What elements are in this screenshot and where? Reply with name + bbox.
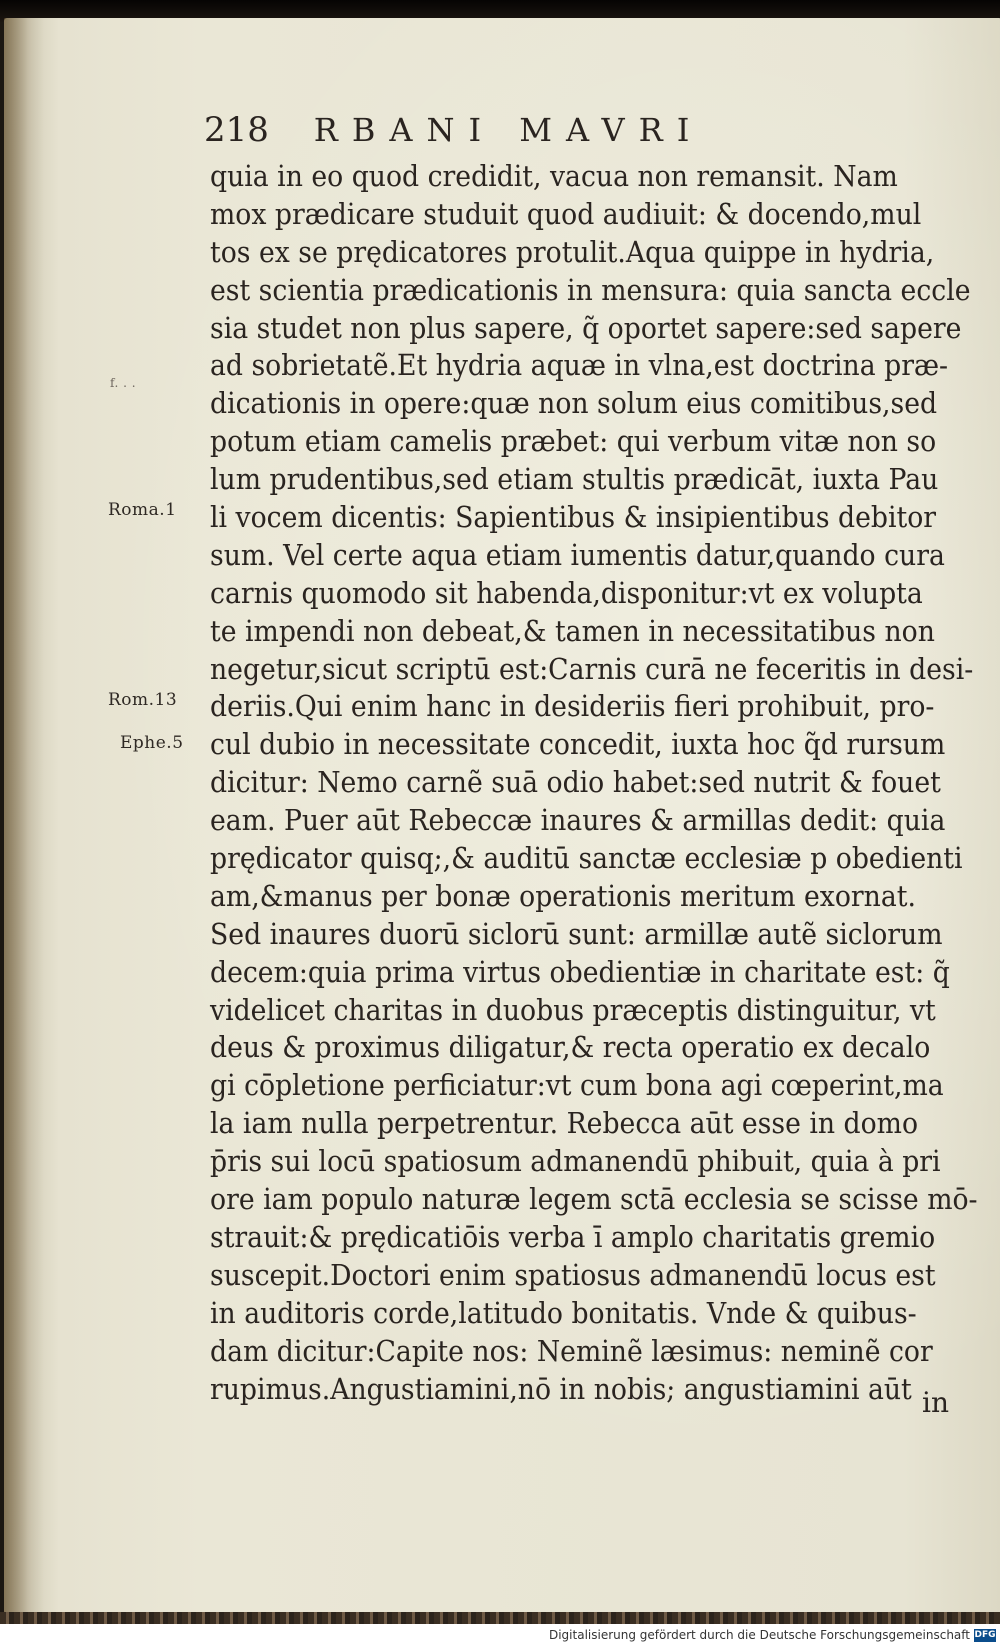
text-line: carnis quomodo sit habenda,disponitur:vt ex volupta bbox=[210, 575, 923, 610]
text-line: prędicator quisq;,& auditū sanctæ ecclesiæ p obedienti bbox=[210, 841, 963, 876]
text-line: p̄ris sui locū spatiosum admanendū phibuit, quia à pri bbox=[210, 1144, 941, 1179]
page-number: 218 bbox=[204, 110, 269, 150]
text-line: la iam nulla perpetrentur. Rebecca aūt esse in domo bbox=[210, 1106, 919, 1141]
text-line: mox prædicare studuit quod audiuit: & docendo,mul bbox=[210, 196, 922, 231]
text-line: deriis.Qui enim hanc in desideriis fieri prohibuit, pro- bbox=[210, 689, 935, 724]
spine-shadow bbox=[4, 18, 44, 1614]
scanner-bottom-edge bbox=[0, 1612, 1000, 1624]
text-line: deus & proximus diligatur,& recta operatio ex decalo bbox=[210, 1030, 931, 1065]
margin-note: Rom.13 bbox=[108, 690, 178, 710]
text-line: tos ex se prędicatores protulit.Aqua quippe in hydria, bbox=[210, 234, 935, 269]
text-line: ad sobrietatẽ.Et hydria aquæ in vlna,est doctrina præ- bbox=[210, 348, 949, 383]
page-header bbox=[204, 110, 703, 150]
text-line: li vocem dicentis: Sapientibus & insipientibus debitor bbox=[210, 500, 937, 535]
text-line: dicitur: Nemo carnẽ suā odio habet:sed nutrit & fouet bbox=[210, 765, 941, 800]
text-line: dam dicitur:Capite nos: Neminẽ læsimus: neminẽ cor bbox=[210, 1333, 933, 1368]
text-line: gi cōpletione perficiatur:vt cum bona agi cœperint,ma bbox=[210, 1068, 944, 1103]
dfg-logo-icon: DFG bbox=[974, 1630, 996, 1640]
text-line: potum etiam camelis præbet: qui verbum vitæ non so bbox=[210, 424, 937, 459]
text-line: negetur,sicut scriptū est:Carnis curā ne feceritis in desi- bbox=[210, 651, 974, 686]
text-line: quia in eo quod credidit, vacua non remansit. Nam bbox=[210, 159, 898, 193]
margin-note: f. . . bbox=[110, 376, 137, 390]
text-line: lum prudentibus,sed etiam stultis prædicāt, iuxta Pau bbox=[210, 462, 939, 497]
footer-bar bbox=[0, 1624, 1000, 1648]
text-line: eam. Puer aūt Rebeccæ inaures & armillas dedit: quia bbox=[210, 803, 946, 838]
text-line: rupimus.Angustiamini,nō in nobis; angustiamini aūt bbox=[210, 1371, 912, 1406]
text-line: est scientia prædicationis in mensura: quia sancta eccle bbox=[210, 272, 971, 307]
text-line: ore iam populo naturæ legem sctā ecclesia se scisse mō- bbox=[210, 1182, 978, 1217]
footer-credit: Digitalisierung gefördert durch die Deutsche Forschungsgemeinschaft bbox=[548, 1628, 970, 1642]
text-line: Sed inaures duorū siclorū sunt: armillæ autẽ siclorum bbox=[210, 916, 943, 951]
running-title: RBANI MAVRI bbox=[313, 111, 704, 149]
text-line: dicationis in opere:quæ non solum eius comitibus,sed bbox=[210, 386, 938, 421]
text-line: in auditoris corde,latitudo bonitatis. Vnde & quibus- bbox=[210, 1295, 917, 1330]
text-line: suscepit.Doctori enim spatiosus admanendū locus est bbox=[210, 1257, 936, 1292]
margin-note: Ephe.5 bbox=[120, 733, 184, 753]
text-line: strauit:& prędicatiōis verba ī amplo charitatis gremio bbox=[210, 1219, 936, 1254]
text-line: sum. Vel certe aqua etiam iumentis datur,quando cura bbox=[210, 537, 945, 572]
text-line: sia studet non plus sapere, q̃ oportet sapere:sed sapere bbox=[210, 310, 962, 345]
margin-note: Roma.1 bbox=[108, 500, 177, 520]
body-text bbox=[210, 158, 978, 1408]
catchword: in bbox=[922, 1386, 949, 1419]
text-line: te impendi non debeat,& tamen in necessitatibus non bbox=[210, 613, 935, 648]
text-line: videlicet charitas in duobus præceptis distinguitur, vt bbox=[210, 992, 936, 1027]
text-line: am,&manus per bonæ operationis meritum exornat. bbox=[210, 878, 916, 913]
text-line: cul dubio in necessitate concedit, iuxta hoc q̃d rursum bbox=[210, 727, 946, 762]
text-line: decem:quia prima virtus obedientiæ in charitate est: q̃ bbox=[210, 954, 950, 989]
